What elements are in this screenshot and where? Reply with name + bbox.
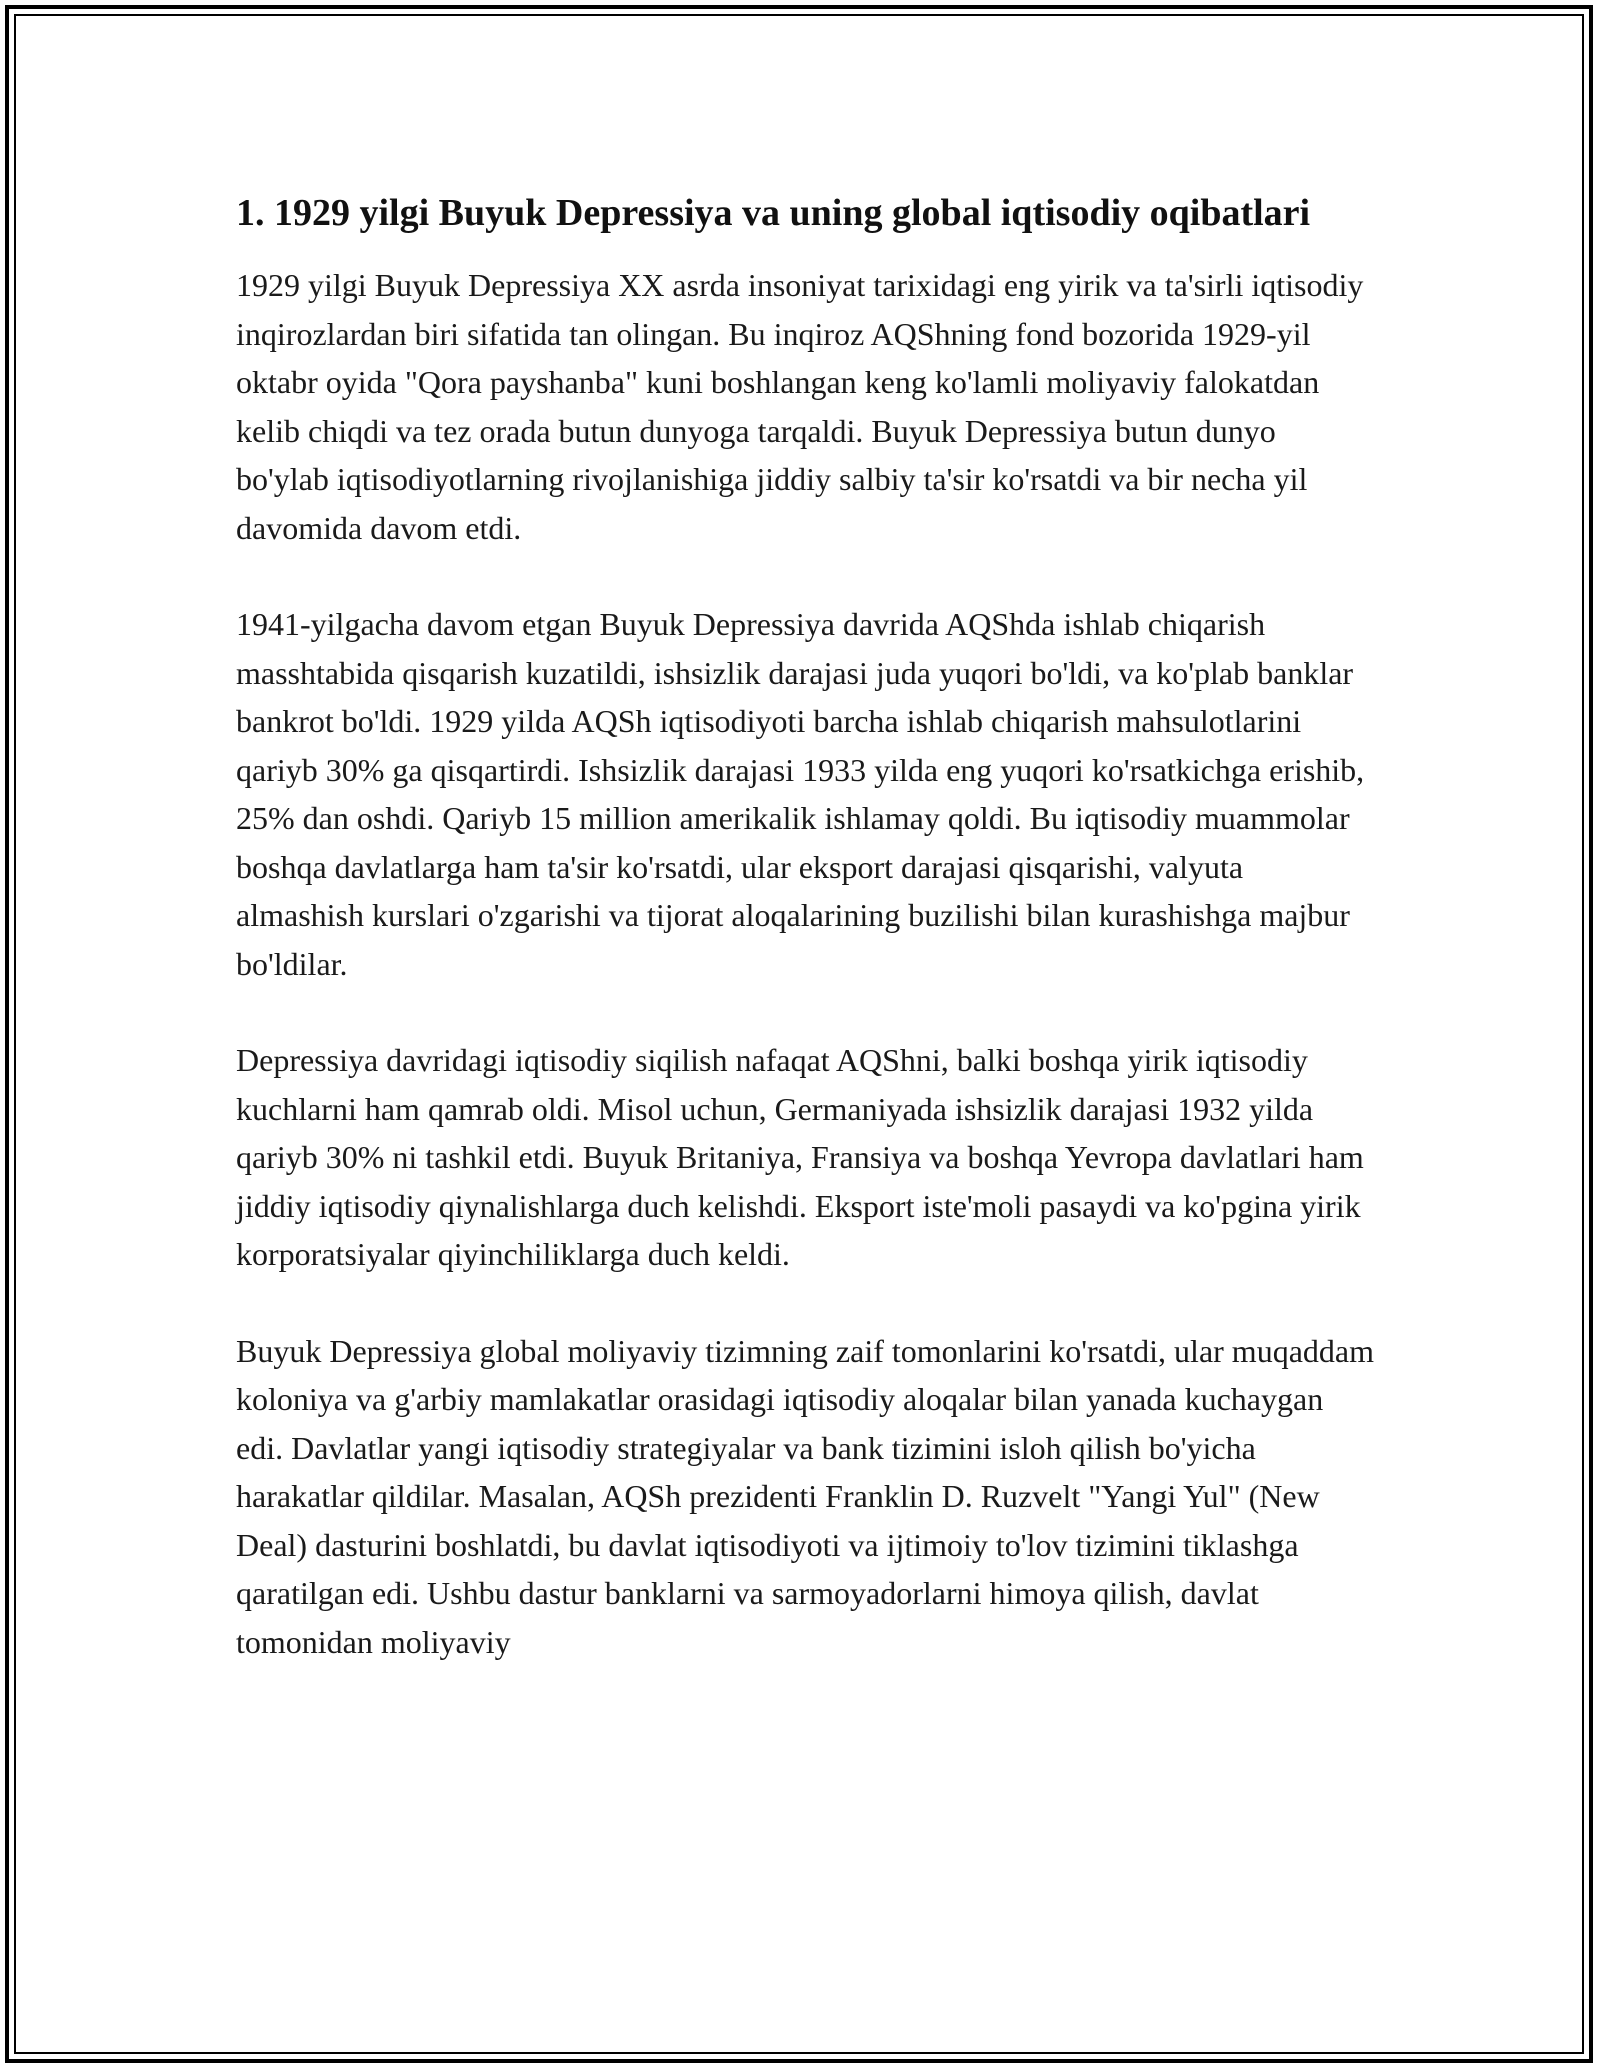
paragraph-2: 1941-yilgacha davom etgan Buyuk Depressiya davrida AQShda ishlab chiqarish masshtabida qisqarish kuzatildi, ishsizlik darajasi juda yuqori bo'ldi, va ko'plab banklar bankrot bo'ldi. 1929 yilda AQSh iqtisodiyoti barcha ishlab chiqarish mahsulotlarini qariyb 30% ga qisqartirdi. Ishsizlik darajasi 1933 yilda eng yuqori ko'rsatkichga erishib, 25% dan oshdi. Qariyb 15 million amerikalik ishlamay qoldi. Bu iqtisodiy muammolar boshqa davlatlarga ham ta'sir ko'rsatdi, ular eksport darajasi qisqarishi, valyuta almashish kurslari o'zgarishi va tijorat aloqalarining buzilishi bilan kurashishga majbur bo'ldilar. [236,606,1365,982]
section-heading: 1. 1929 yilgi Buyuk Depressiya va uning global iqtisodiy oqibatlari [236,192,1311,234]
document-body [236,186,1376,1714]
paragraph-3: Depressiya davridagi iqtisodiy siqilish nafaqat AQShni, balki boshqa yirik iqtisodiy kuchlarni ham qamrab oldi. Misol uchun, Germaniyada ishsizlik darajasi 1932 yilda qariyb 30% ni tashkil etdi. Buyuk Britaniya, Fransiya va boshqa Yevropa davlatlari ham jiddiy iqtisodiy qiynalishlarga duch kelishdi. Eksport iste'moli pasaydi va ko'pgina yirik korporatsiyalar qiyinchiliklarga duch keldi. [236,1042,1364,1272]
paragraph-1: 1929 yilgi Buyuk Depressiya XX asrda insoniyat tarixidagi eng yirik va ta'sirli iqtisodiy inqirozlardan biri sifatida tan olingan. Bu inqiroz AQShning fond bozorida 1929-yil oktabr oyida "Qora payshanba" kuni boshlangan keng ko'lamli moliyaviy falokatdan kelib chiqdi va tez orada butun dunyoga tarqaldi. Buyuk Depressiya butun dunyo bo'ylab iqtisodiyotlarning rivojlanishiga jiddiy salbiy ta'sir ko'rsatdi va bir necha yil davomida davom etdi. [236,267,1364,546]
paragraph-4: Buyuk Depressiya global moliyaviy tizimning zaif tomonlarini ko'rsatdi, ular muqaddam koloniya va g'arbiy mamlakatlar orasidagi iqtisodiy aloqalar bilan yanada kuchaygan edi. Davlatlar yangi iqtisodiy strategiyalar va bank tizimini isloh qilish bo'yicha harakatlar qildilar. Masalan, AQSh prezidenti Franklin D. Ruzvelt "Yangi Yul" (New Deal) dasturini boshlatdi, bu davlat iqtisodiyoti va ijtimoiy to'lov tizimini tiklashga qaratilgan edi. Ushbu dastur banklarni va sarmoyadorlarni himoya qilish, davlat tomonidan moliyaviy [236,1332,1374,1660]
